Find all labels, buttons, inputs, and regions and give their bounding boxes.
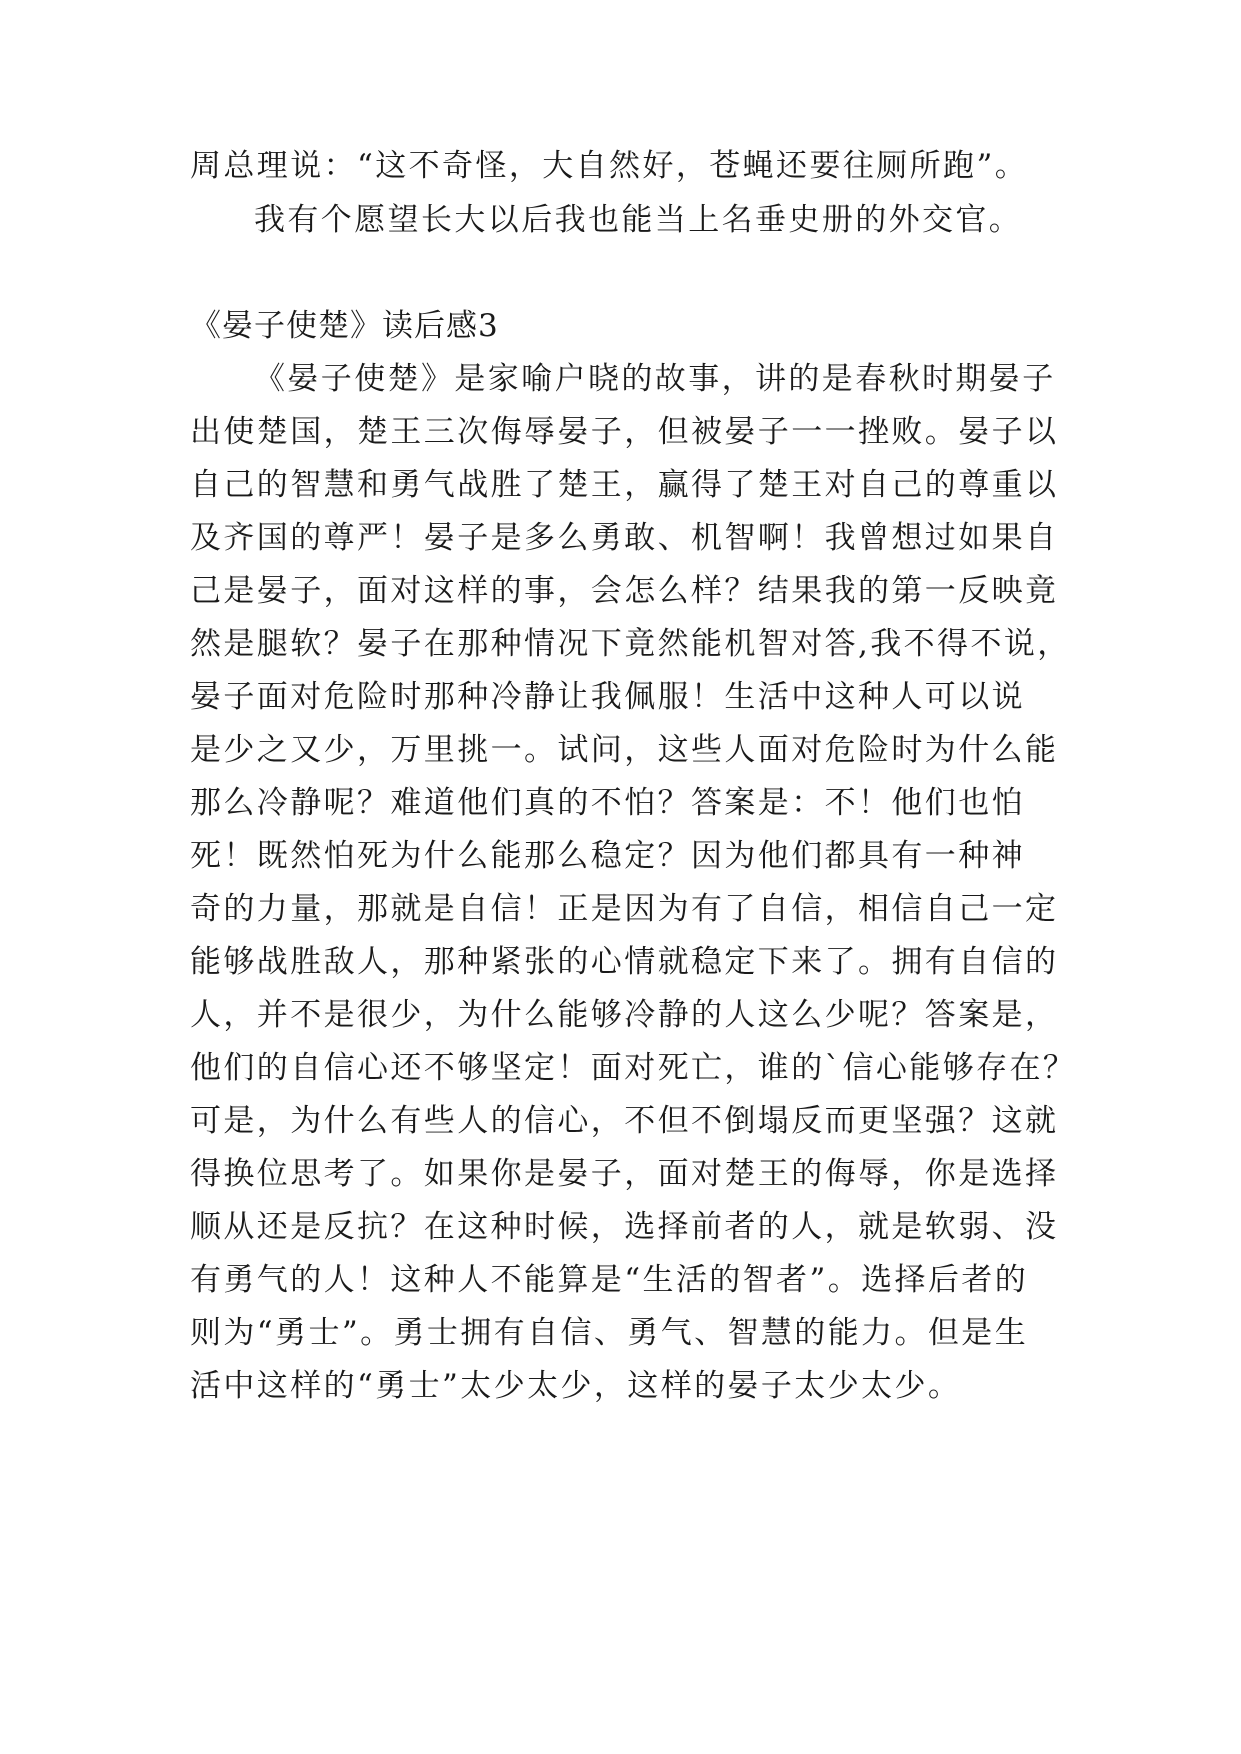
paragraph-line: 他们的自信心还不够坚定！面对死亡，谁的`信心能够存在？ xyxy=(190,1050,1077,1086)
paragraph-line: 那么冷静呢？难道他们真的不怕？答案是：不！他们也怕 xyxy=(190,785,1025,821)
paragraph-line: 我有个愿望长大以后我也能当上名垂史册的外交官。 xyxy=(254,202,1023,238)
paragraph-line: 活中这样的“勇士”太少太少，这样的晏子太少太少。 xyxy=(190,1368,962,1404)
paragraph-line: 死！既然怕死为什么能那么稳定？因为他们都具有一种神 xyxy=(190,838,1025,874)
paragraph-line: 《晏子使楚》是家喻户晓的故事，讲的是春秋时期晏子 xyxy=(254,361,1056,397)
paragraph-line: 奇的力量，那就是自信！正是因为有了自信，相信自己一定 xyxy=(190,891,1059,927)
paragraph-line: 人，并不是很少，为什么能够冷静的人这么少呢？答案是， xyxy=(190,997,1059,1033)
paragraph-line: 则为“勇士”。勇士拥有自信、勇气、智慧的能力。但是生 xyxy=(190,1315,1029,1351)
paragraph-line: 出使楚国，楚王三次侮辱晏子，但被晏子一一挫败。晏子以 xyxy=(190,414,1059,450)
paragraph-line: 是少之又少，万里挑一。试问，这些人面对危险时为什么能 xyxy=(190,732,1059,768)
paragraph-line: 可是，为什么有些人的信心，不但不倒塌反而更坚强？这就 xyxy=(190,1103,1059,1139)
paragraph-line: 得换位思考了。如果你是晏子，面对楚王的侮辱，你是选择 xyxy=(190,1156,1059,1192)
paragraph-line: 有勇气的人！这种人不能算是“生活的智者”。选择后者的 xyxy=(190,1262,1029,1298)
paragraph-line: 及齐国的尊严！晏子是多么勇敢、机智啊！我曾想过如果自 xyxy=(190,520,1059,556)
paragraph-line: 然是腿软？晏子在那种情况下竟然能机智对答,我不得不说， xyxy=(190,626,1071,662)
paragraph-line: 周总理说：“这不奇怪，大自然好，苍蝇还要往厕所跑”。 xyxy=(190,148,1029,184)
paragraph-line: 自己的智慧和勇气战胜了楚王，赢得了楚王对自己的尊重以 xyxy=(190,467,1059,503)
paragraph-line: 顺从还是反抗？在这种时候，选择前者的人，就是软弱、没 xyxy=(190,1209,1059,1245)
paragraph-line: 己是晏子，面对这样的事，会怎么样？结果我的第一反映竟 xyxy=(190,573,1059,609)
section-heading: 《晏子使楚》读后感3 xyxy=(190,308,499,344)
paragraph-line: 能够战胜敌人，那种紧张的心情就稳定下来了。拥有自信的 xyxy=(190,944,1059,980)
paragraph-line: 晏子面对危险时那种冷静让我佩服！生活中这种人可以说 xyxy=(190,679,1025,715)
